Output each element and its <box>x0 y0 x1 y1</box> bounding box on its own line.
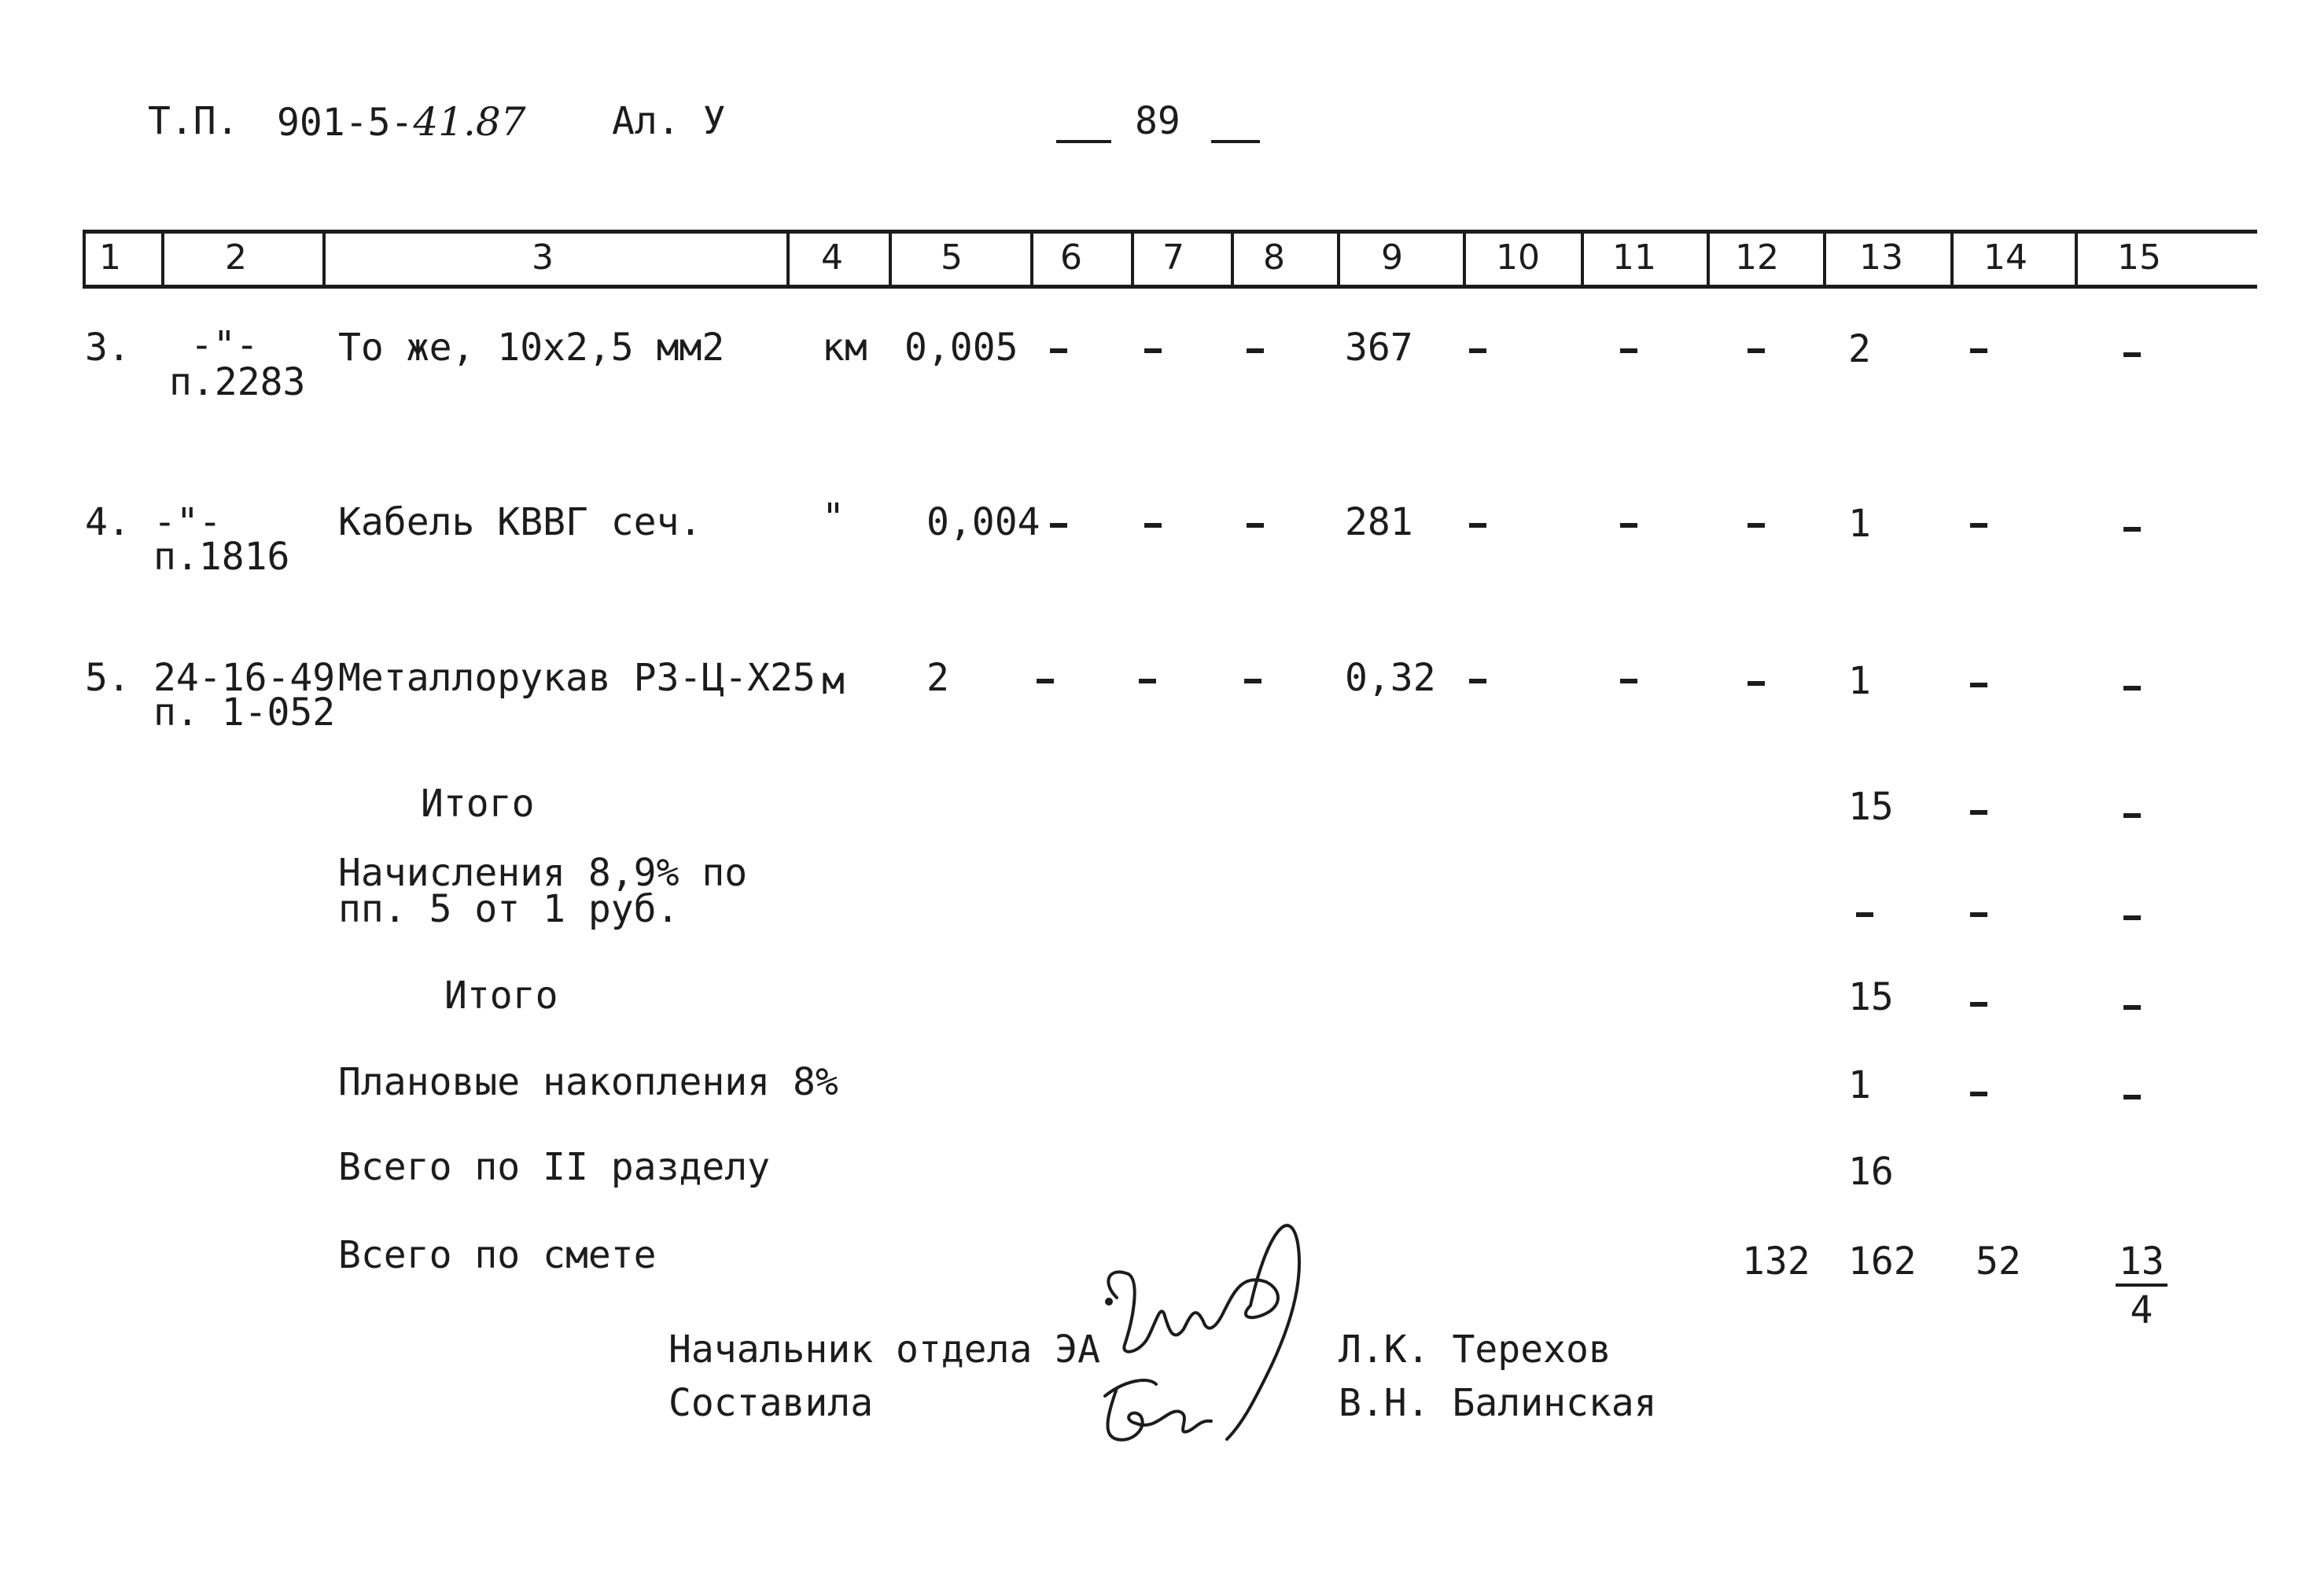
estimate-total-label: Всего по смете <box>338 1233 657 1277</box>
row-col9: 367 <box>1345 326 1413 370</box>
row-unit: км <box>822 326 867 370</box>
row-quantity: 0,005 <box>904 326 1018 370</box>
row-code-ditto: 24-16-49 <box>153 656 336 700</box>
empty-cell-dash <box>1748 348 1765 353</box>
column-separator <box>786 233 790 288</box>
handwritten-signature-2 <box>1093 1365 1227 1451</box>
estimate-total-col14: 52 <box>1976 1239 2021 1284</box>
empty-cell-dash <box>1970 523 1987 528</box>
doc-prefix: Т.П. <box>148 99 239 143</box>
empty-cell-dash <box>1620 679 1637 683</box>
empty-cell-dash <box>1970 348 1987 353</box>
section-total-col13: 16 <box>1848 1150 1894 1194</box>
row-quantity: 2 <box>926 656 949 700</box>
column-number-2: 2 <box>225 238 247 278</box>
column-separator <box>1131 233 1134 288</box>
estimate-total-col13: 162 <box>1848 1239 1917 1284</box>
row-col13: 2 <box>1848 327 1871 371</box>
signatory-role: Составила <box>668 1381 874 1425</box>
signatory-name: В.Н. Балинская <box>1339 1381 1657 1425</box>
column-separator <box>1823 233 1826 288</box>
subtotal-label: Итого <box>421 782 535 826</box>
empty-cell-dash <box>1620 523 1637 528</box>
header-bottom-rule <box>83 285 2257 289</box>
subtotal2-col13: 15 <box>1848 975 1894 1019</box>
column-separator <box>322 233 326 288</box>
row-name: Кабель КВВГ сеч. <box>338 500 702 544</box>
empty-cell-dash <box>1247 348 1264 353</box>
empty-cell-dash <box>2123 527 2141 532</box>
empty-cell-dash <box>1748 523 1765 528</box>
row-name: То же, 10х2,5 мм2 <box>338 326 725 370</box>
column-number-9: 9 <box>1381 238 1403 278</box>
column-number-10: 10 <box>1496 238 1540 278</box>
project-number-handwritten: 41.87 <box>413 99 526 145</box>
column-separator <box>1950 233 1954 288</box>
row-code: п. 1-052 <box>153 691 336 735</box>
empty-cell-dash <box>2123 352 2141 357</box>
empty-cell-dash <box>1856 912 1873 917</box>
empty-cell-dash <box>1050 348 1067 353</box>
column-number-12: 12 <box>1735 238 1779 278</box>
estimate-total-col15-fraction <box>2116 1239 2167 1332</box>
row-unit: " <box>822 495 845 540</box>
empty-cell-dash <box>1970 912 1987 917</box>
column-separator <box>83 233 86 288</box>
subtotal-col13: 15 <box>1848 785 1894 829</box>
empty-cell-dash <box>2123 686 2141 691</box>
empty-cell-dash <box>1748 681 1765 686</box>
column-separator <box>1707 233 1710 288</box>
empty-cell-dash <box>2123 1005 2141 1010</box>
empty-cell-dash <box>1620 348 1637 353</box>
empty-cell-dash <box>1469 523 1486 528</box>
header-top-rule <box>83 230 2257 234</box>
row-col13: 1 <box>1848 659 1871 703</box>
album-label: Ал. У <box>612 99 726 143</box>
empty-cell-dash <box>1244 679 1261 683</box>
page-number: 89 <box>1135 99 1180 143</box>
empty-cell-dash <box>1970 683 1987 687</box>
row-quantity: 0,004 <box>926 500 1040 544</box>
column-number-15: 15 <box>2117 238 2161 278</box>
column-separator <box>1231 233 1234 288</box>
column-number-14: 14 <box>1983 238 2028 278</box>
row-col9: 0,32 <box>1345 656 1436 700</box>
fraction-numerator: 13 <box>2116 1243 2167 1287</box>
fraction-denominator: 4 <box>2130 1288 2153 1332</box>
row-col13: 1 <box>1848 502 1871 546</box>
column-number-7: 7 <box>1162 238 1184 278</box>
planned-savings-col13: 1 <box>1848 1063 1871 1107</box>
empty-cell-dash <box>1144 348 1162 353</box>
column-number-1: 1 <box>99 238 121 278</box>
column-separator <box>1337 233 1340 288</box>
empty-cell-dash <box>1037 679 1054 683</box>
column-number-6: 6 <box>1060 238 1082 278</box>
empty-cell-dash <box>2123 915 2141 920</box>
column-separator <box>161 233 164 288</box>
signatory-role: Начальник отдела ЭА <box>668 1328 1101 1372</box>
row-name: Металлорукав РЗ-Ц-Х25 <box>338 656 816 700</box>
row-number: 3. <box>85 326 131 370</box>
row-col9: 281 <box>1345 500 1413 544</box>
signatory-name: Л.К. Терехов <box>1339 1328 1611 1372</box>
empty-cell-dash <box>1139 679 1156 683</box>
column-number-8: 8 <box>1263 238 1285 278</box>
column-number-5: 5 <box>941 238 963 278</box>
row-code-ditto: -"- <box>190 323 259 367</box>
empty-cell-dash <box>1970 810 1987 815</box>
section-total-label: Всего по II разделу <box>338 1145 771 1189</box>
planned-savings-label: Плановые накопления 8% <box>338 1060 838 1104</box>
column-number-11: 11 <box>1612 238 1656 278</box>
row-number: 5. <box>85 656 131 700</box>
row-number: 4. <box>85 500 131 544</box>
column-separator <box>2075 233 2078 288</box>
estimate-total-col12: 132 <box>1742 1239 1810 1284</box>
empty-cell-dash <box>2123 813 2141 818</box>
empty-cell-dash <box>1970 1092 1987 1096</box>
column-number-13: 13 <box>1859 238 1903 278</box>
row-code: п.2283 <box>169 360 306 404</box>
empty-cell-dash <box>1970 1002 1987 1007</box>
column-number-3: 3 <box>532 238 554 278</box>
column-separator <box>1463 233 1466 288</box>
project-number <box>277 99 526 145</box>
column-separator <box>889 233 892 288</box>
column-separator <box>1581 233 1584 288</box>
empty-cell-dash <box>1469 348 1486 353</box>
page-number-dash-left <box>1056 140 1111 143</box>
row-code: п.1816 <box>153 535 290 579</box>
empty-cell-dash <box>1247 523 1264 528</box>
subtotal2-label: Итого <box>444 974 558 1018</box>
row-unit: м <box>822 659 845 703</box>
empty-cell-dash <box>1469 679 1486 683</box>
row-code-ditto: -"- <box>153 500 222 544</box>
column-number-4: 4 <box>821 238 843 278</box>
charges-line2: пп. 5 от 1 руб. <box>338 887 680 931</box>
page-number-dash-right <box>1211 140 1260 143</box>
empty-cell-dash <box>1050 523 1067 528</box>
column-separator <box>1030 233 1033 288</box>
empty-cell-dash <box>2123 1095 2141 1099</box>
project-number-printed: 901-5- <box>277 101 414 145</box>
charges-line1: Начисления 8,9% по <box>338 851 748 895</box>
empty-cell-dash <box>1144 523 1162 528</box>
